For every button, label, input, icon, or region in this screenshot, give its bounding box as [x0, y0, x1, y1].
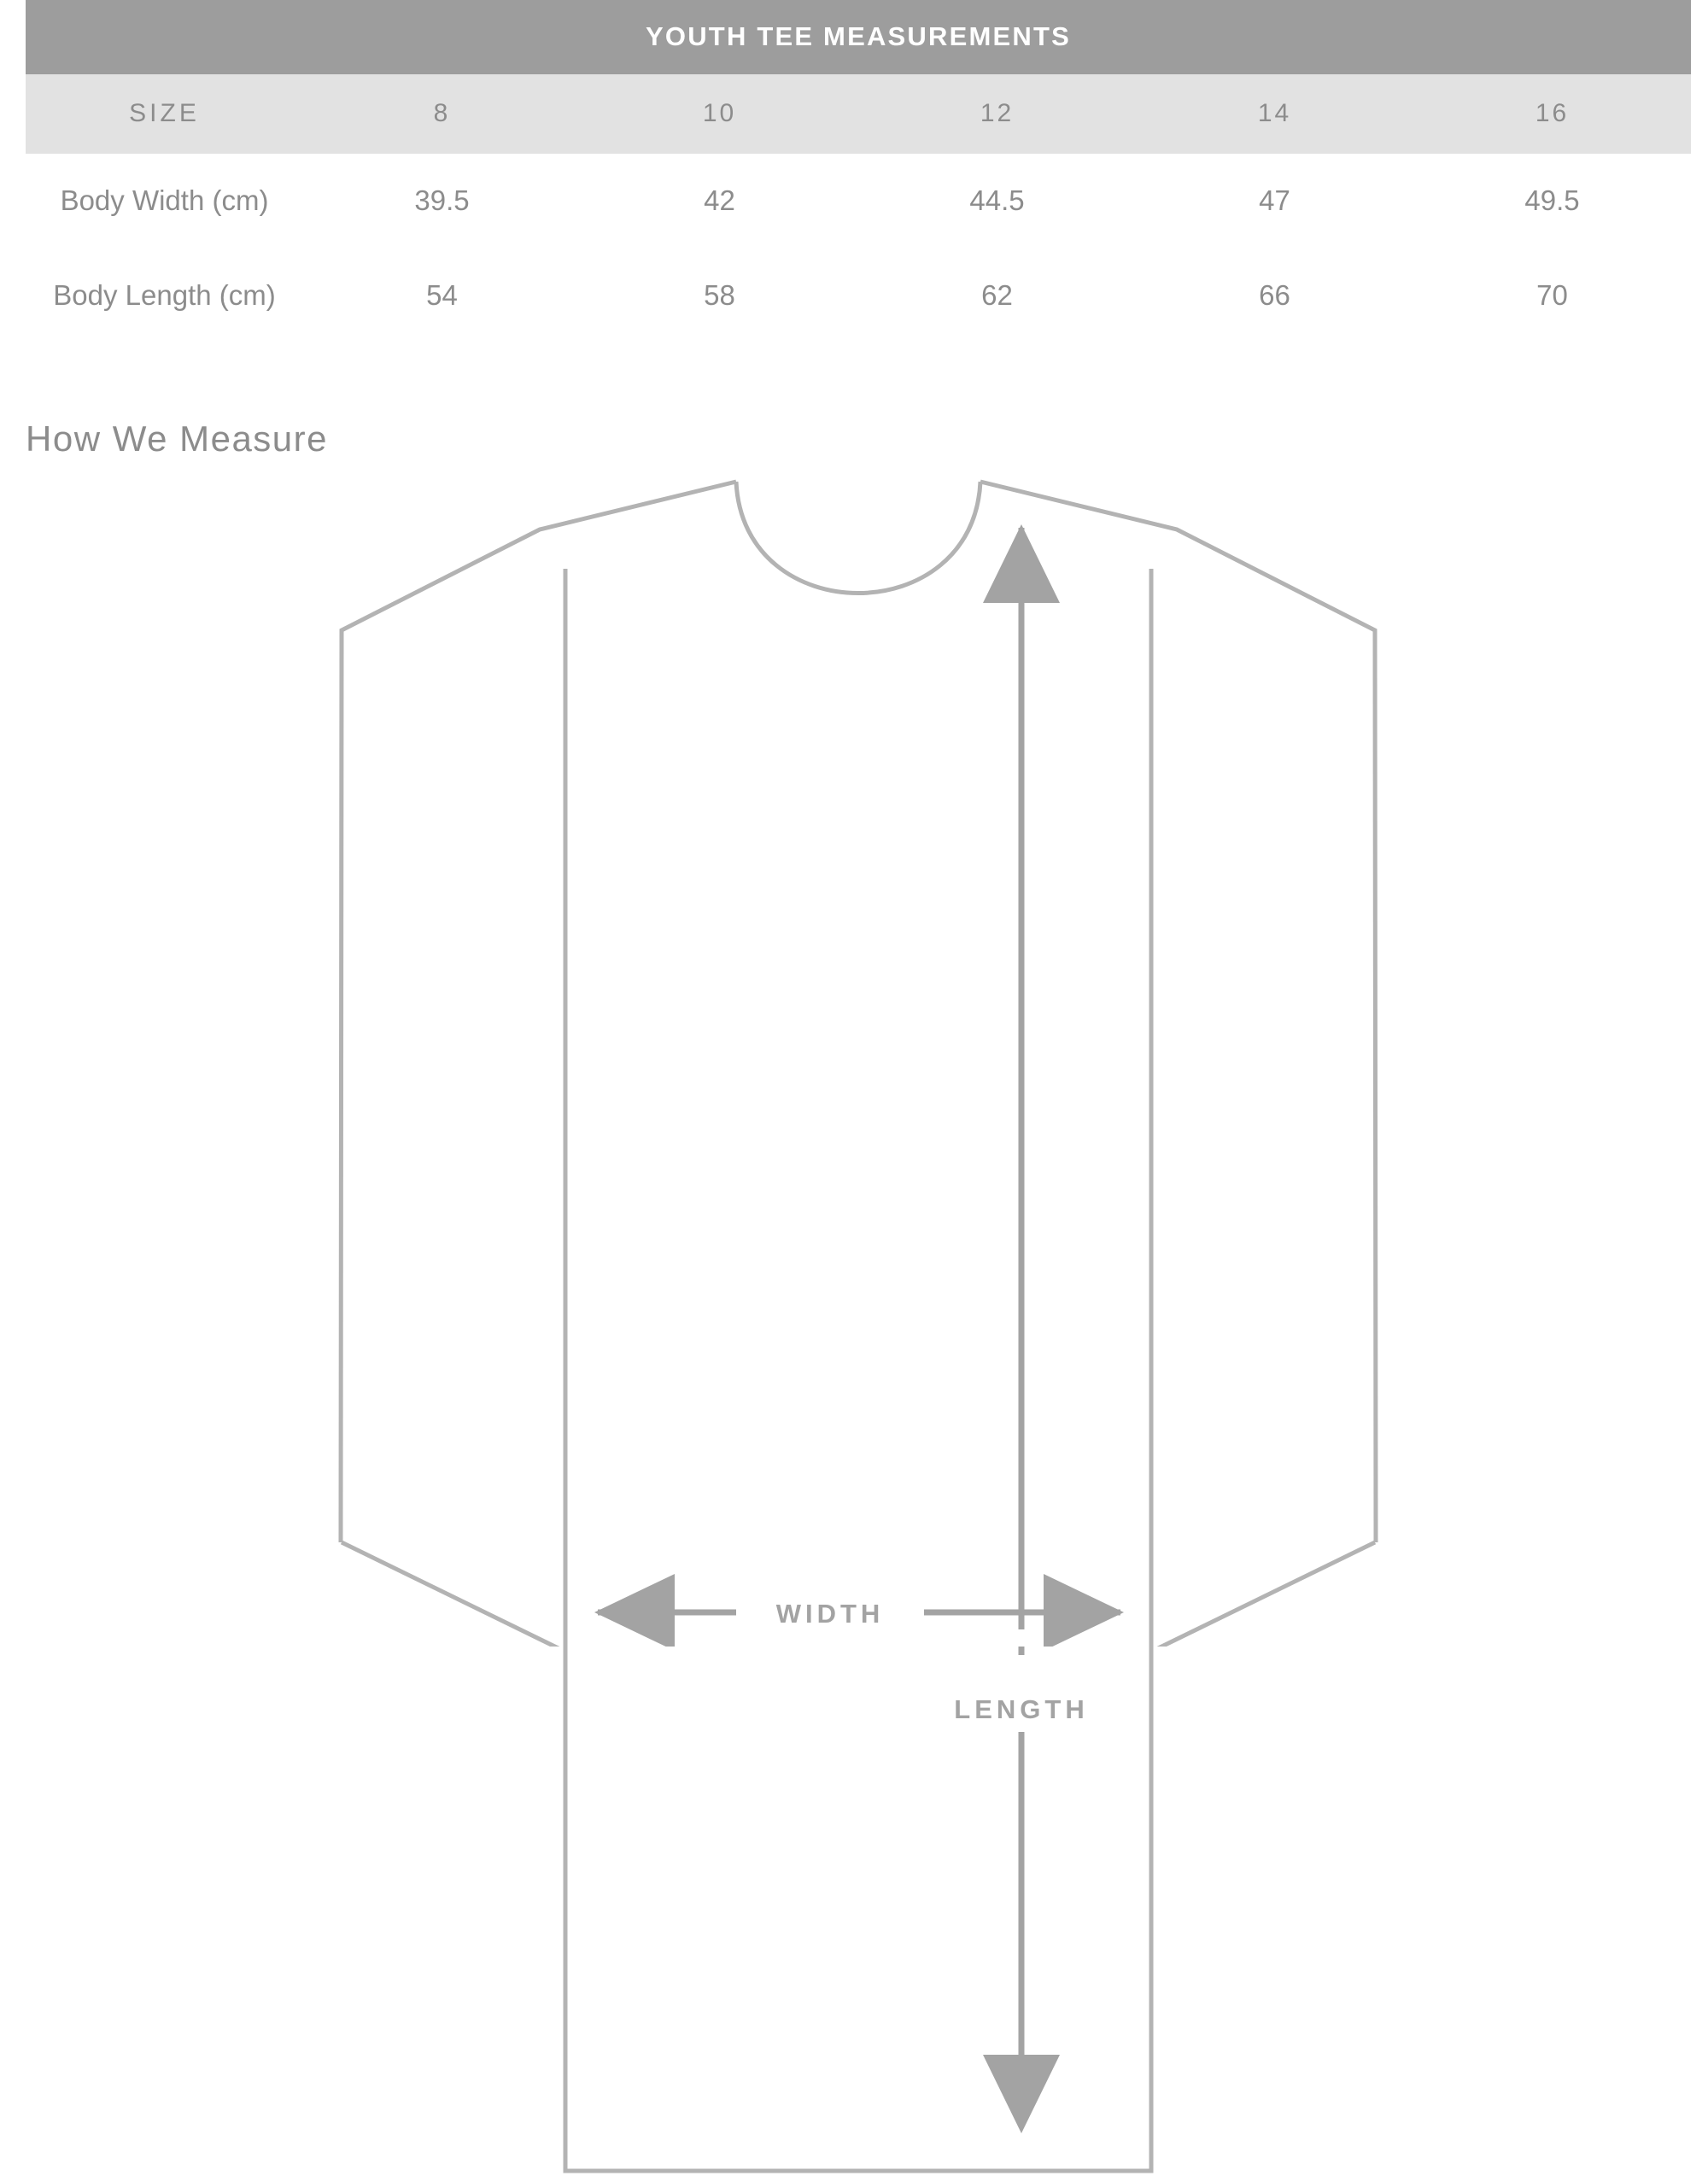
column-header-12: 12 — [858, 74, 1136, 154]
length-label: LENGTH — [954, 1694, 1089, 1724]
cell-body-length-16: 70 — [1413, 249, 1691, 343]
table-title-row — [26, 0, 1691, 74]
cell-body-width-16: 49.5 — [1413, 154, 1691, 249]
cell-body-width-10: 42 — [581, 154, 858, 249]
cell-body-length-8: 54 — [303, 249, 581, 343]
column-header-16: 16 — [1413, 74, 1691, 154]
column-header-14: 14 — [1136, 74, 1413, 154]
cell-body-length-14: 66 — [1136, 249, 1413, 343]
cell-body-length-10: 58 — [581, 249, 858, 343]
width-label: WIDTH — [775, 1599, 885, 1629]
length-arrow-icon — [983, 524, 1060, 1629]
row-label-body-length: Body Length (cm) — [26, 249, 303, 343]
length-arrow-lower-icon — [905, 1647, 1144, 2133]
cell-body-width-14: 47 — [1136, 154, 1413, 249]
table-row — [26, 249, 1691, 343]
column-header-10: 10 — [581, 74, 858, 154]
cell-body-width-12: 44.5 — [858, 154, 1136, 249]
measurement-diagram — [0, 468, 1708, 1724]
table-header-row — [26, 74, 1691, 154]
table-title: YOUTH TEE MEASUREMENTS — [26, 0, 1691, 74]
how-we-measure-heading: How We Measure — [26, 418, 329, 459]
column-header-8: 8 — [303, 74, 581, 154]
row-label-body-width: Body Width (cm) — [26, 154, 303, 249]
cell-body-length-12: 62 — [858, 249, 1136, 343]
column-header-size: SIZE — [26, 74, 303, 154]
cell-body-width-8: 39.5 — [303, 154, 581, 249]
tshirt-outline-icon — [341, 482, 1376, 1647]
table-row — [26, 154, 1691, 249]
width-arrow-icon — [594, 1574, 1124, 1647]
diagram-lower-part — [0, 1647, 1708, 2176]
measurements-table — [26, 0, 1691, 343]
